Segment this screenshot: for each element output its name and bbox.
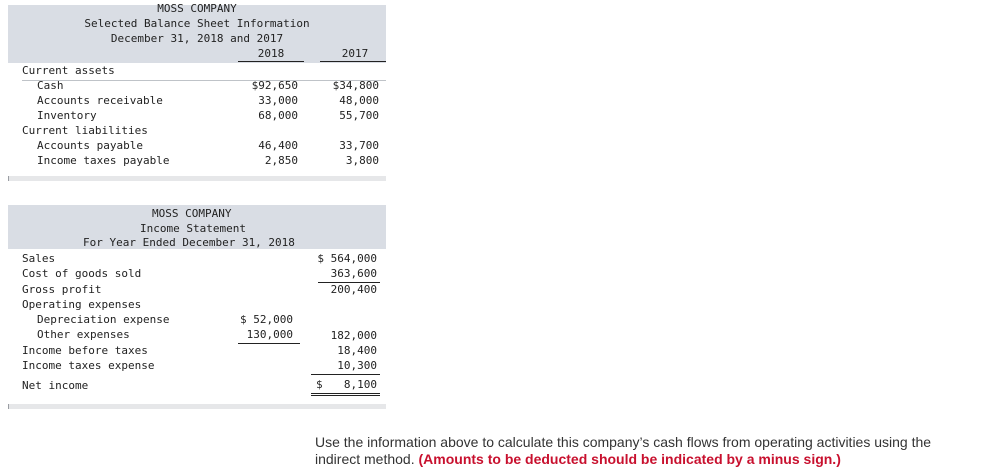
bs-current-assets-heading: Current assets — [22, 64, 115, 77]
bs-row-2017: 33,700 — [339, 139, 379, 152]
income-statement-header — [8, 205, 386, 249]
balance-sheet-panel — [8, 2, 386, 170]
is-income-taxes-value: 10,300 — [337, 359, 377, 372]
is-net-income-value: 8,100 — [343, 378, 377, 391]
is-depreciation-label: Depreciation expense — [37, 313, 170, 326]
bs-row-label: Income taxes payable — [37, 154, 170, 167]
bs-row-label: Inventory — [37, 109, 97, 122]
balance-sheet-header — [8, 2, 386, 63]
income-statement-panel — [8, 205, 386, 395]
bs-row-2017: 55,700 — [339, 109, 379, 122]
bs-date: December 31, 2018 and 2017 — [110, 32, 284, 45]
bs-col-2018-underline — [238, 61, 304, 62]
is-cogs-value: 363,600 — [330, 267, 377, 280]
bs-row-label: Cash — [37, 79, 64, 92]
is-gross-profit-label: Gross profit — [22, 283, 102, 296]
bs-col-2017: 2017 — [341, 47, 369, 60]
bs-row-2017: 3,800 — [345, 154, 379, 167]
bs-row-label: Accounts payable — [37, 139, 143, 152]
bs-row-2018: 68,000 — [258, 109, 298, 122]
section-separator — [8, 404, 386, 409]
bs-col-2017-underline — [320, 61, 386, 62]
is-other-expenses-value: 130,000 — [246, 328, 293, 341]
bs-title: Selected Balance Sheet Information — [84, 17, 310, 30]
is-cogs-label: Cost of goods sold — [22, 267, 142, 280]
instructions-emphasis: (Amounts to be deducted should be indicated by a minus sign.) — [418, 451, 841, 467]
is-sales-label: Sales — [22, 252, 56, 265]
is-net-income-double-underline — [311, 393, 380, 394]
is-title: Income Statement — [140, 222, 246, 235]
bs-company-name: MOSS COMPANY — [157, 2, 237, 15]
is-net-income-label: Net income — [22, 379, 89, 392]
is-operating-expenses-total: 182,000 — [330, 329, 377, 342]
bs-row-2018: 2,850 — [264, 154, 298, 167]
is-sales-value: $ 564,000 — [317, 252, 377, 265]
is-depreciation-value: $ 52,000 — [240, 313, 293, 326]
bs-row-2018: 46,400 — [258, 139, 298, 152]
is-income-taxes-label: Income taxes expense — [22, 359, 155, 372]
bs-row-label: Accounts receivable — [37, 94, 163, 107]
instructions-body: Use the information above to calculate this company’s cash flows from operating activities using the indirect method. — [315, 434, 932, 467]
bs-current-liabilities-heading: Current liabilities — [22, 124, 148, 137]
section-separator — [8, 176, 386, 181]
bs-row-2018: 33,000 — [258, 94, 298, 107]
is-net-income-currency: $ — [316, 378, 323, 391]
is-other-expenses-label: Other expenses — [37, 328, 130, 341]
bs-row-2017: 48,000 — [339, 94, 379, 107]
is-net-income-double-underline — [311, 395, 380, 396]
is-period: For Year Ended December 31, 2018 — [83, 236, 295, 249]
bs-row-2017: $34,800 — [332, 79, 379, 92]
is-company-name: MOSS COMPANY — [152, 207, 232, 220]
bs-row-2018: $92,650 — [251, 79, 298, 92]
is-gross-profit-value: 200,400 — [330, 283, 377, 296]
is-income-before-taxes-label: Income before taxes — [22, 344, 148, 357]
is-other-expenses-underline — [238, 343, 300, 344]
bs-col-2018: 2018 — [257, 47, 285, 60]
instructions-text — [315, 434, 975, 468]
is-income-before-taxes-value: 18,400 — [337, 344, 377, 357]
is-operating-expenses-label: Operating expenses — [22, 298, 142, 311]
is-income-taxes-underline — [311, 374, 380, 375]
